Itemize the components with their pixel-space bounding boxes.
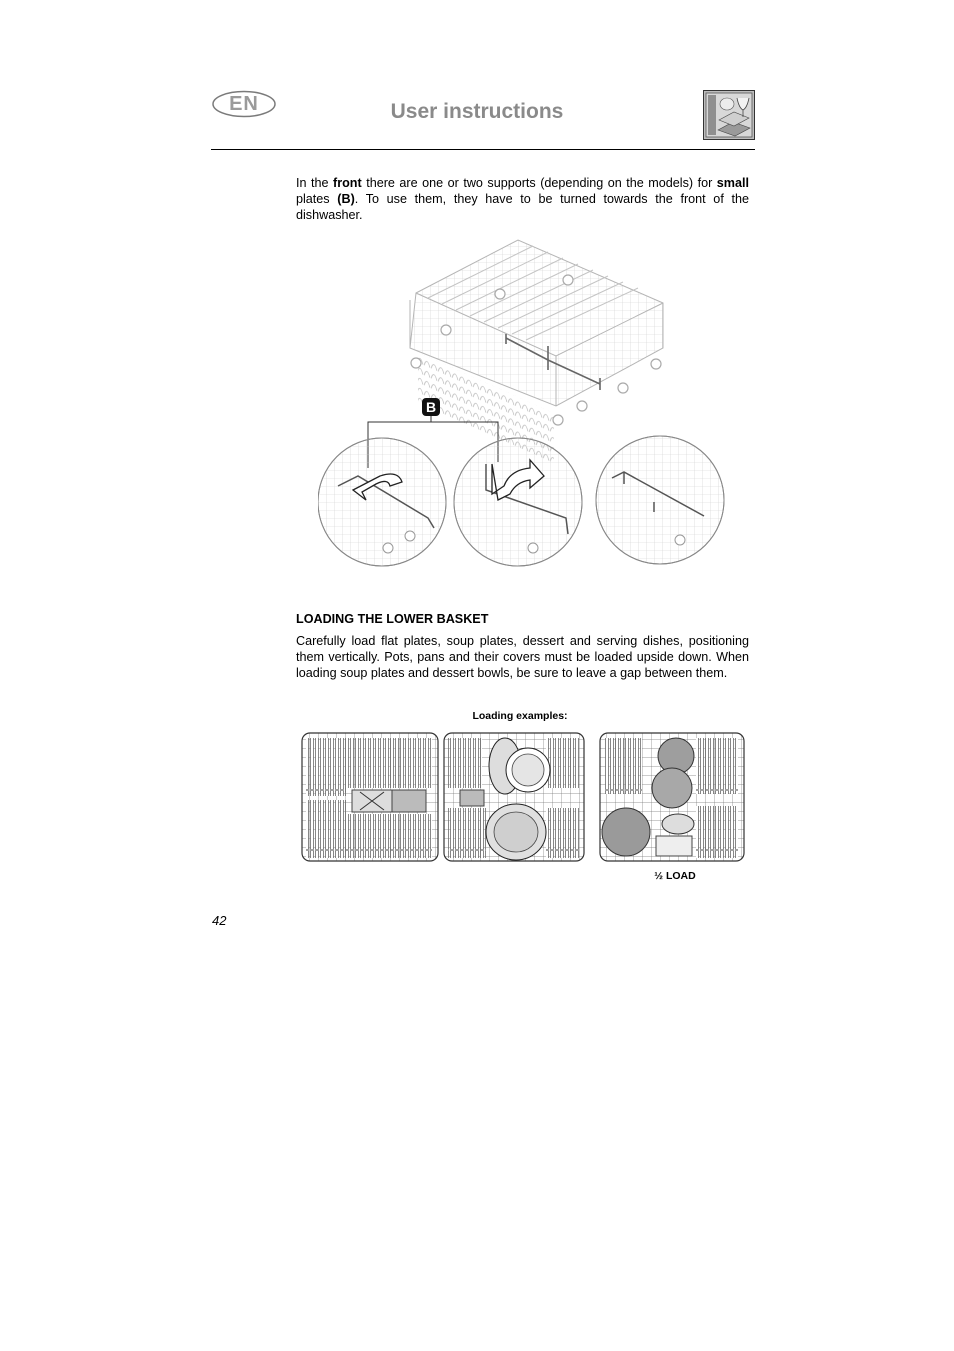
upper-basket-svg [318, 238, 728, 570]
loading-examples-svg [300, 730, 748, 866]
detail-circle-3 [596, 436, 724, 564]
page-number: 42 [212, 913, 227, 928]
page-title: User instructions [390, 100, 564, 123]
example-mixed-load [444, 733, 584, 861]
language-code: EN [229, 93, 259, 115]
header-divider [211, 149, 755, 150]
basket-top [410, 240, 663, 463]
dishwasher-icon [703, 90, 755, 140]
section-body: Carefully load flat plates, soup plates, dessert and serving dishes, positioning them vertically. Pots, pans and their covers must be loaded upside down. When loading soup plates and dessert bowls, be sure to leave a gap between them. [296, 634, 749, 680]
example-half-load [600, 733, 744, 861]
loading-examples-illustration [300, 730, 748, 866]
example-full-load [302, 733, 438, 861]
intro-paragraph: In the front there are one or two supports (depending on the models) for small plates (B). To use them, they have to be turned towards the front of the dishwasher. [296, 176, 749, 222]
detail-circle-1 [318, 438, 446, 566]
callout-b-label: B [425, 399, 437, 415]
upper-basket-illustration [318, 238, 728, 570]
section-heading: LOADING THE LOWER BASKET [296, 612, 489, 626]
loading-examples-caption: Loading examples: [472, 710, 568, 722]
language-badge [212, 90, 276, 118]
detail-circle-2 [454, 438, 582, 566]
half-load-label: ½ LOAD [654, 870, 696, 882]
